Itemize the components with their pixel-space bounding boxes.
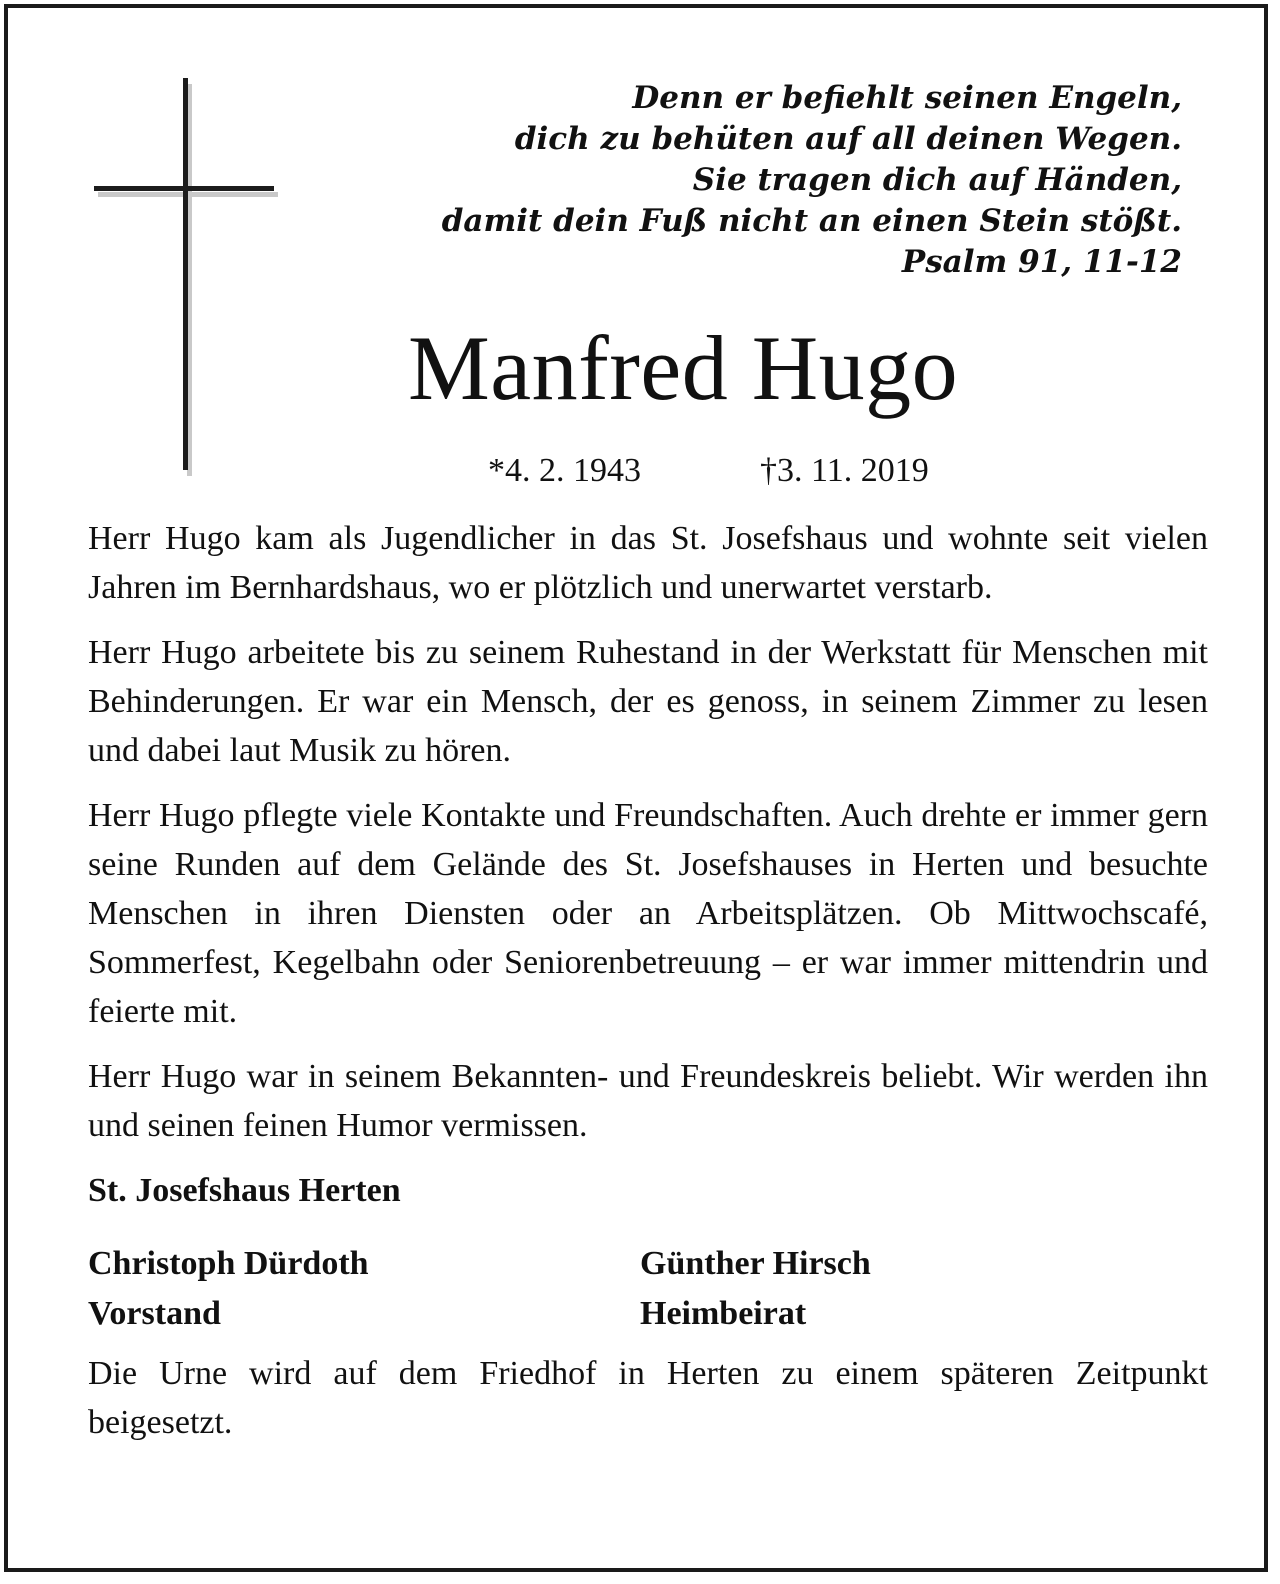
obituary-frame	[4, 4, 1268, 1572]
signatory	[88, 1239, 640, 1339]
organization-name: St. Josefshaus Herten	[88, 1172, 401, 1209]
verse-line: damit dein Fuß nicht an einen Stein stößt.	[441, 203, 1182, 239]
verse-line: Denn er befiehlt seinen Engeln,	[632, 80, 1182, 116]
signatory-role: Heimbeirat	[640, 1295, 807, 1332]
signatory-name: Günther Hirsch	[640, 1245, 871, 1282]
deceased-name: Manfred Hugo	[408, 317, 959, 419]
verse-line: dich zu behüten auf all deinen Wegen.	[514, 121, 1182, 157]
bible-verse	[422, 78, 1182, 283]
paragraph: Herr Hugo pflegte viele Kontakte und Freundschaften. Auch drehte er immer gern seine Runden auf dem Gelände des St. Josefshauses in Herten und besuchte Menschen in ihren Diensten oder an Arbeitsplätzen. Ob Mittwochscafé, Sommerfest, Kegelbahn oder Seniorenbetreuung – er war immer mittendrin und feierte mit.	[88, 797, 1208, 1030]
death-date: †3. 11. 2019	[760, 452, 929, 489]
signatory	[640, 1239, 1192, 1339]
paragraph: Herr Hugo arbeitete bis zu seinem Ruhestand in der Werkstatt für Menschen mit Behinderungen. Er war ein Mensch, der es genoss, in seinem Zimmer zu lesen und dabei laut Musik zu hören.	[88, 634, 1208, 769]
obituary-body	[88, 514, 1208, 1463]
birth-date: *4. 2. 1943	[488, 452, 641, 489]
signatures	[88, 1239, 1208, 1339]
signatory-role: Vorstand	[88, 1295, 221, 1332]
verse-reference: Psalm 91, 11-12	[901, 244, 1182, 280]
cross-icon	[90, 76, 300, 486]
verse-line: Sie tragen dich auf Händen,	[692, 162, 1182, 198]
signatory-name: Christoph Dürdoth	[88, 1245, 369, 1282]
burial-note: Die Urne wird auf dem Friedhof in Herten zu einem späteren Zeitpunkt beigesetzt.	[88, 1355, 1208, 1441]
paragraph: Herr Hugo kam als Jugendlicher in das St. Josefshaus und wohnte seit vielen Jahren im Bernhardshaus, wo er plötzlich und unerwartet verstarb.	[88, 520, 1208, 606]
paragraph: Herr Hugo war in seinem Bekannten- und Freundeskreis beliebt. Wir werden ihn und seinen feinen Humor vermissen.	[88, 1058, 1208, 1144]
